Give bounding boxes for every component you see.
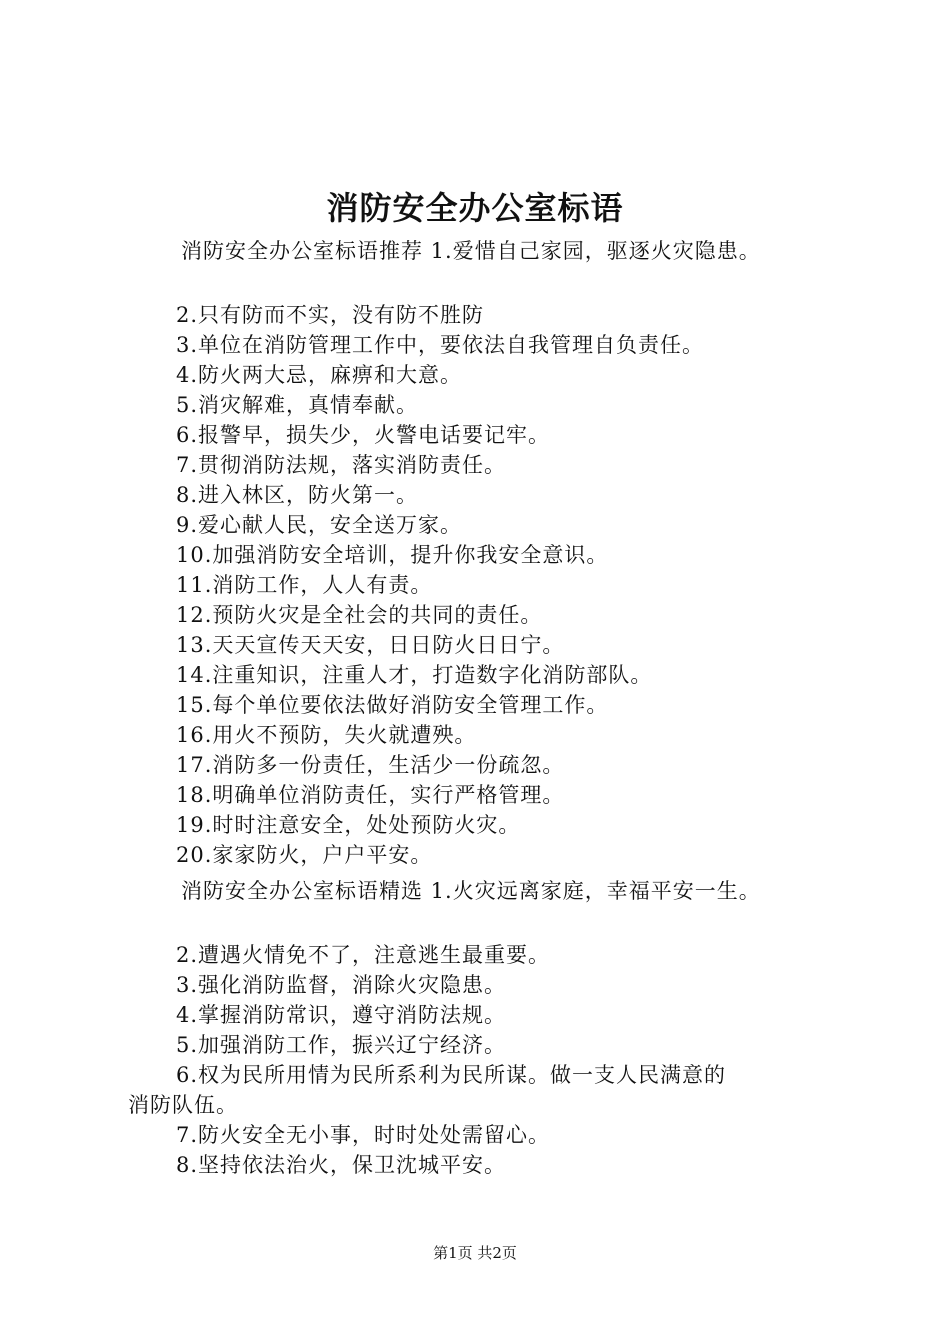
body-line: 12.预防火灾是全社会的共同的责任。: [176, 603, 543, 627]
body-line: 10.加强消防安全培训，提升你我安全意识。: [176, 543, 609, 567]
body-line: 4.掌握消防常识，遵守消防法规。: [176, 1003, 507, 1027]
body-line: 18.明确单位消防责任，实行严格管理。: [176, 783, 565, 807]
body-line: 11.消防工作，人人有责。: [176, 573, 433, 597]
body-line: 消防安全办公室标语推荐 1.爱惜自己家园，驱逐火灾隐患。: [181, 239, 761, 263]
body-line: 7.防火安全无小事，时时处处需留心。: [176, 1123, 551, 1147]
body-line: 3.单位在消防管理工作中，要依法自我管理自负责任。: [176, 333, 705, 357]
body-line: 5.加强消防工作，振兴辽宁经济。: [176, 1033, 507, 1057]
body-line: 消防安全办公室标语精选 1.火灾远离家庭，幸福平安一生。: [181, 879, 761, 903]
body-line: 6.权为民所用情为民所系利为民所谋。做一支人民满意的: [176, 1063, 727, 1087]
body-line: 7.贯彻消防法规，落实消防责任。: [176, 453, 507, 477]
body-line: 8.进入林区，防火第一。: [176, 483, 419, 507]
body-line: 4.防火两大忌，麻痹和大意。: [176, 363, 463, 387]
body-line: 9.爱心献人民，安全送万家。: [176, 513, 463, 537]
body-line: 2.只有防而不实，没有防不胜防: [176, 303, 485, 327]
body-line: 20.家家防火，户户平安。: [176, 843, 433, 867]
document-title: 消防安全办公室标语: [326, 189, 624, 227]
body-line: 13.天天宣传天天安，日日防火日日宁。: [176, 633, 565, 657]
body-line: 8.坚持依法治火，保卫沈城平安。: [176, 1153, 507, 1177]
body-line: 17.消防多一份责任，生活少一份疏忽。: [176, 753, 565, 777]
body-line: 消防队伍。: [128, 1093, 238, 1117]
body-line: 15.每个单位要依法做好消防安全管理工作。: [176, 693, 609, 717]
body-line: 6.报警早，损失少，火警电话要记牢。: [176, 423, 551, 447]
body-line: 5.消灾解难，真情奉献。: [176, 393, 419, 417]
body-line: 14.注重知识，注重人才，打造数字化消防部队。: [176, 663, 653, 687]
body-line: 19.时时注意安全，处处预防火灾。: [176, 813, 521, 837]
page-footer: 第1页 共2页: [433, 1244, 517, 1262]
body-line: 3.强化消防监督，消除火灾隐患。: [176, 973, 507, 997]
body-line: 16.用火不预防，失火就遭殃。: [176, 723, 477, 747]
body-line: 2.遭遇火情免不了，注意逃生最重要。: [176, 943, 551, 967]
